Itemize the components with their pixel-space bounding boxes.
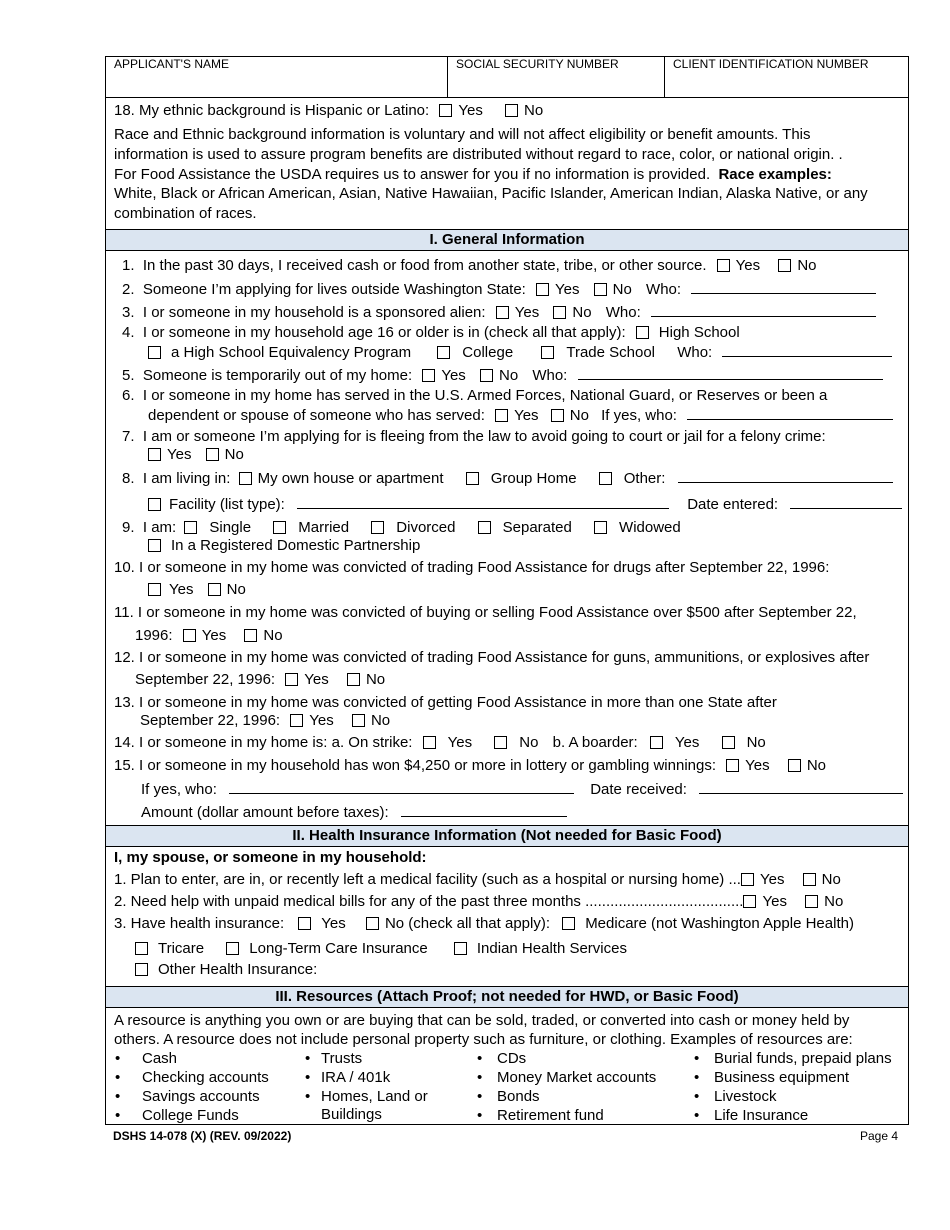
q9-text: I am: — [142, 519, 177, 536]
q6-text: I or someone in my home has served in the U.S. Armed Forces, National Guard, or Reserves or been a — [142, 387, 828, 404]
h-q2-yes-checkbox[interactable] — [743, 895, 756, 908]
q8-own-house-checkbox[interactable] — [239, 472, 252, 485]
section-resources-title: III. Resources (Attach Proof; not needed for HWD, or Basic Food) — [106, 986, 908, 1008]
q7-row — [122, 428, 826, 446]
other-health-checkbox[interactable] — [135, 963, 148, 976]
q8-date-entered-input[interactable] — [790, 494, 902, 509]
date-entered-label: Date entered: — [687, 496, 779, 513]
q18-yes-checkbox[interactable] — [439, 104, 452, 117]
yes-label: Yes — [169, 581, 194, 598]
other-health-label: Other Health Insurance: — [158, 961, 318, 978]
q9-widowed-checkbox[interactable] — [594, 521, 607, 534]
resource-item: Life Insurance — [714, 1107, 809, 1124]
resource-item: Savings accounts — [142, 1088, 260, 1105]
separated-label: Separated — [502, 519, 572, 536]
yes-label: Yes — [201, 627, 227, 644]
q9-divorced-checkbox[interactable] — [371, 521, 384, 534]
q1-number: 1. — [122, 257, 135, 274]
q8-text: I am living in: — [142, 470, 231, 487]
resource-item: Business equipment — [714, 1069, 850, 1086]
q1-no-checkbox[interactable] — [778, 259, 791, 272]
who-label: Who: — [646, 281, 682, 298]
no-label: No — [806, 757, 827, 774]
facility-label: Facility (list type): — [169, 496, 285, 513]
q14-row — [114, 734, 766, 752]
q1-yes-checkbox[interactable] — [717, 259, 730, 272]
q10-row-2 — [148, 581, 246, 599]
q12-yes-checkbox[interactable] — [285, 673, 298, 686]
date-received-label: Date received: — [590, 781, 687, 798]
h-q3-text: 3. Have health insurance: — [114, 915, 285, 932]
q12-row-2 — [135, 671, 385, 689]
q10-no-checkbox[interactable] — [208, 583, 221, 596]
q14-boarder-no-checkbox[interactable] — [722, 736, 735, 749]
q9-single-checkbox[interactable] — [184, 521, 197, 534]
q2-row — [122, 279, 876, 299]
no-label: No — [498, 367, 519, 384]
q4-who-input[interactable] — [722, 342, 892, 357]
application-form — [105, 56, 909, 1125]
yes-label: Yes — [555, 281, 580, 298]
no-label: No — [370, 712, 391, 729]
yes-label: Yes — [309, 712, 334, 729]
q15-yes-checkbox[interactable] — [726, 759, 739, 772]
q10-text: 10. I or someone in my home was convicted of trading Food Assistance for drugs after September 22, 1996: — [114, 559, 830, 576]
q1-row — [122, 257, 817, 275]
q4-row — [122, 324, 740, 342]
ltc-checkbox[interactable] — [226, 942, 239, 955]
q13-text-2: September 22, 1996: — [140, 712, 281, 729]
list-item: • Business equipment — [694, 1069, 850, 1086]
yes-label: Yes — [514, 407, 539, 424]
q4-text: I or someone in my household age 16 or older is in (check all that apply): — [142, 324, 626, 341]
q9-row — [122, 519, 681, 537]
q9-married-checkbox[interactable] — [273, 521, 286, 534]
h-q1-yes-checkbox[interactable] — [741, 873, 754, 886]
q3-yes-checkbox[interactable] — [496, 306, 509, 319]
resource-item: Checking accounts — [142, 1069, 269, 1086]
no-label: No — [519, 734, 539, 751]
identity-header — [106, 57, 908, 98]
q13-no-checkbox[interactable] — [352, 714, 365, 727]
resource-item: Retirement fund — [497, 1107, 604, 1124]
form-number: DSHS 14-078 (X) (REV. 09/2022) — [113, 1129, 292, 1143]
tricare-label: Tricare — [158, 940, 205, 957]
list-item: • Burial funds, prepaid plans — [694, 1050, 892, 1067]
q9-number: 9. — [122, 519, 135, 536]
no-label: No — [797, 257, 817, 274]
tricare-checkbox[interactable] — [135, 942, 148, 955]
h-q1-no-checkbox[interactable] — [803, 873, 816, 886]
list-item: • Livestock — [694, 1088, 777, 1105]
q2-text: Someone I’m applying for lives outside Washington State: — [142, 281, 526, 298]
list-item: • Retirement fund — [477, 1107, 604, 1124]
high-school-label: High School — [658, 324, 740, 341]
list-item: • CDs — [477, 1050, 527, 1067]
yes-label: Yes — [735, 257, 761, 274]
q10-yes-checkbox[interactable] — [148, 583, 161, 596]
q4-row-2 — [148, 342, 892, 362]
q5-number: 5. — [122, 367, 135, 384]
q3-number: 3. — [122, 304, 135, 321]
no-label: No — [263, 627, 283, 644]
q5-no-checkbox[interactable] — [480, 369, 493, 382]
q8-facility-checkbox[interactable] — [148, 498, 161, 511]
race-text-line: information is used to assure program benefits are distributed without regard to race, color, or national origin. . — [114, 146, 843, 163]
q11-yes-checkbox[interactable] — [183, 629, 196, 642]
q12-text-2: September 22, 1996: — [135, 671, 276, 688]
h-q2-row — [114, 893, 843, 911]
list-item: • Savings accounts — [115, 1088, 260, 1105]
q4-number: 4. — [122, 324, 135, 341]
q5-yes-checkbox[interactable] — [422, 369, 435, 382]
ihs-checkbox[interactable] — [454, 942, 467, 955]
ihs-label: Indian Health Services — [476, 940, 627, 957]
q6-row-2 — [148, 405, 893, 425]
q13-yes-checkbox[interactable] — [290, 714, 303, 727]
q5-text: Someone is temporarily out of my home: — [142, 367, 413, 384]
q11-text: 11. I or someone in my home was convicted of buying or selling Food Assistance over $500 after September 22, — [114, 604, 857, 621]
single-label: Single — [209, 519, 252, 536]
list-item: • Checking accounts — [115, 1069, 269, 1086]
q4-trade-school-checkbox[interactable] — [541, 346, 554, 359]
q2-number: 2. — [122, 281, 135, 298]
client-id-field[interactable] — [665, 57, 908, 97]
yes-label: Yes — [304, 671, 329, 688]
no-check-all-label: No (check all that apply): — [384, 915, 551, 932]
resource-item: Buildings — [321, 1106, 382, 1123]
h-q3-no-checkbox[interactable] — [366, 917, 379, 930]
q9-rdp-checkbox[interactable] — [148, 539, 161, 552]
race-text-line: Race and Ethnic background information is voluntary and will not affect eligibility or benefit amounts. This — [114, 126, 811, 143]
q9-separated-checkbox[interactable] — [478, 521, 491, 534]
who-label: Who: — [605, 304, 641, 321]
q8-other-checkbox[interactable] — [599, 472, 612, 485]
q8-group-home-checkbox[interactable] — [466, 472, 479, 485]
q14-text: 14. I or someone in my home is: a. On strike: — [114, 734, 413, 751]
h-q2-text: 2. Need help with unpaid medical bills for any of the past three months ...................................... — [114, 893, 744, 910]
q12-no-checkbox[interactable] — [347, 673, 360, 686]
q11-row-2 — [135, 627, 283, 645]
yes-label: Yes — [514, 304, 540, 321]
q7-row-2 — [148, 446, 244, 464]
list-item: • Cash — [115, 1050, 178, 1067]
resource-item: Trusts — [321, 1050, 363, 1067]
list-item: • IRA / 401k — [305, 1069, 391, 1086]
q18-yes-label: Yes — [458, 102, 483, 119]
if-yes-label: If yes, who: — [141, 781, 217, 798]
h-q3-row-2 — [135, 940, 627, 958]
no-label: No — [821, 871, 841, 888]
q4-hse-checkbox[interactable] — [148, 346, 161, 359]
q3-no-checkbox[interactable] — [553, 306, 566, 319]
h-q3-yes-checkbox[interactable] — [298, 917, 311, 930]
resource-item: Homes, Land or — [321, 1088, 428, 1105]
q12-text: 12. I or someone in my home was convicted of trading Food Assistance for guns, ammunitions, or explosives after — [114, 649, 870, 666]
list-item: • College Funds — [115, 1107, 239, 1124]
college-label: College — [462, 344, 514, 361]
q14-strike-no-checkbox[interactable] — [494, 736, 507, 749]
resource-item: Livestock — [714, 1088, 777, 1105]
married-label: Married — [298, 519, 350, 536]
no-label: No — [365, 671, 386, 688]
ssn-field[interactable] — [448, 57, 665, 97]
no-label: No — [226, 581, 246, 598]
health-intro: I, my spouse, or someone in my household: — [114, 849, 427, 866]
q3-who-input[interactable] — [651, 302, 876, 317]
q4-college-checkbox[interactable] — [437, 346, 450, 359]
no-label: No — [612, 281, 632, 298]
q15-no-checkbox[interactable] — [788, 759, 801, 772]
q5-row — [122, 365, 883, 385]
yes-label: Yes — [321, 915, 346, 932]
race-text-line: White, Black or African American, Asian, Native Hawaiian, Pacific Islander, American Indian, Alaska Native, or any — [114, 185, 868, 202]
q8-row — [122, 468, 893, 488]
q7-number: 7. — [122, 428, 135, 445]
q4-high-school-checkbox[interactable] — [636, 326, 649, 339]
group-home-label: Group Home — [490, 470, 577, 487]
q8-facility-input[interactable] — [297, 494, 669, 509]
q15-row-3 — [141, 802, 567, 822]
list-item: • Homes, Land or — [305, 1088, 428, 1105]
ltc-label: Long-Term Care Insurance — [249, 940, 428, 957]
race-text-usda: For Food Assistance the USDA requires us to answer for you if no information is provided. — [114, 166, 711, 183]
q11-no-checkbox[interactable] — [244, 629, 257, 642]
q2-no-checkbox[interactable] — [594, 283, 607, 296]
resource-item: Money Market accounts — [497, 1069, 657, 1086]
ssn-label: SOCIAL SECURITY NUMBER — [456, 57, 619, 71]
widowed-label: Widowed — [619, 519, 681, 536]
q7-no-checkbox[interactable] — [206, 448, 219, 461]
resource-item: Bonds — [497, 1088, 540, 1105]
divorced-label: Divorced — [396, 519, 456, 536]
q6-text-2: dependent or spouse of someone who has served: — [148, 407, 485, 424]
race-examples-heading: Race examples: — [718, 166, 832, 183]
race-text-line: combination of races. — [114, 205, 257, 222]
resource-item: Cash — [142, 1050, 178, 1067]
section-general-info-title: I. General Information — [106, 229, 908, 251]
list-item: • Trusts — [305, 1050, 363, 1067]
q8-number: 8. — [122, 470, 135, 487]
resources-text: A resource is anything you own or are buying that can be sold, traded, or converted into cash or money held by — [114, 1012, 850, 1029]
yes-label: Yes — [441, 367, 466, 384]
h-q1-row — [114, 871, 841, 889]
q6-who-input[interactable] — [687, 405, 893, 420]
section-health-insurance-title: II. Health Insurance Information (Not needed for Basic Food) — [106, 825, 908, 847]
q15-row — [114, 757, 826, 775]
yes-label: Yes — [167, 446, 192, 463]
list-item: • Life Insurance — [694, 1107, 809, 1124]
resource-item: CDs — [497, 1050, 527, 1067]
hse-label: a High School Equivalency Program — [171, 344, 412, 361]
resource-item: IRA / 401k — [321, 1069, 391, 1086]
rdp-label: In a Registered Domestic Partnership — [171, 537, 421, 554]
page-number: Page 4 — [860, 1129, 899, 1143]
q18-row — [114, 102, 543, 120]
applicant-name-label: APPLICANT'S NAME — [114, 57, 229, 71]
who-label: Who: — [677, 344, 713, 361]
q18-no-label: No — [524, 102, 544, 119]
no-label: No — [572, 304, 592, 321]
q15-amount-input[interactable] — [401, 802, 567, 817]
h-q3-row-3 — [135, 961, 317, 979]
q5-who-input[interactable] — [578, 365, 883, 380]
q13-text: 13. I or someone in my home was convicted of getting Food Assistance in more than one State after — [114, 694, 777, 711]
list-item: • Bonds — [477, 1088, 540, 1105]
q15-row-2 — [141, 779, 903, 799]
yes-label: Yes — [674, 734, 700, 751]
no-label: No — [569, 407, 589, 424]
resource-item: Burial funds, prepaid plans — [714, 1050, 892, 1067]
yes-label: Yes — [759, 871, 785, 888]
q14-boarder-yes-checkbox[interactable] — [650, 736, 663, 749]
list-item: • Money Market accounts — [477, 1069, 657, 1086]
q2-who-input[interactable] — [691, 279, 876, 294]
q9-row-2 — [148, 537, 420, 555]
q6-number: 6. — [122, 387, 135, 404]
own-house-label: My own house or apartment — [257, 470, 444, 487]
race-text-line — [114, 166, 832, 184]
q18-no-checkbox[interactable] — [505, 104, 518, 117]
q7-yes-checkbox[interactable] — [148, 448, 161, 461]
medicare-checkbox[interactable] — [562, 917, 575, 930]
no-label: No — [746, 734, 766, 751]
h-q3-row — [114, 915, 854, 933]
h-q1-text: 1. Plan to enter, are in, or recently left a medical facility (such as a hospital or nursing home) ... — [114, 871, 741, 888]
client-id-label: CLIENT IDENTIFICATION NUMBER — [673, 57, 869, 71]
no-label: No — [224, 446, 244, 463]
q13-row-2 — [140, 712, 390, 730]
q6-no-checkbox[interactable] — [551, 409, 564, 422]
resources-text: others. A resource does not include personal property such as furniture, or clothing. Examples of resources are: — [114, 1031, 853, 1048]
h-q2-no-checkbox[interactable] — [805, 895, 818, 908]
if-yes-label: If yes, who: — [601, 407, 677, 424]
yes-label: Yes — [447, 734, 473, 751]
no-label: No — [824, 893, 844, 910]
resource-item: College Funds — [142, 1107, 239, 1124]
q7-text: I am or someone I’m applying for is fleeing from the law to avoid going to court or jail for a felony crime: — [142, 428, 826, 445]
q6-row — [122, 387, 827, 405]
list-item — [321, 1106, 382, 1124]
medicare-label: Medicare (not Washington Apple Health) — [585, 915, 854, 932]
yes-label: Yes — [762, 893, 787, 910]
q8-other-input[interactable] — [678, 468, 893, 483]
q11-text-2: 1996: — [135, 627, 173, 644]
q2-yes-checkbox[interactable] — [536, 283, 549, 296]
q3-text: I or someone in my household is a sponsored alien: — [142, 304, 486, 321]
q8-row-2 — [148, 494, 902, 514]
q15-text: 15. I or someone in my household has won $4,250 or more in lottery or gambling winnings: — [114, 757, 716, 774]
q15-who-input[interactable] — [229, 779, 574, 794]
boarder-label: b. A boarder: — [552, 734, 638, 751]
q1-text: In the past 30 days, I received cash or food from another state, tribe, or other source. — [142, 257, 707, 274]
q6-yes-checkbox[interactable] — [495, 409, 508, 422]
amount-label: Amount (dollar amount before taxes): — [141, 804, 389, 821]
applicant-name-field[interactable] — [106, 57, 448, 97]
q15-date-input[interactable] — [699, 779, 903, 794]
q18-label: 18. My ethnic background is Hispanic or Latino: — [114, 102, 430, 119]
q3-row — [122, 302, 876, 322]
trade-school-label: Trade School — [566, 344, 656, 361]
other-label: Other: — [623, 470, 666, 487]
q14-strike-yes-checkbox[interactable] — [423, 736, 436, 749]
yes-label: Yes — [745, 757, 770, 774]
who-label: Who: — [532, 367, 568, 384]
